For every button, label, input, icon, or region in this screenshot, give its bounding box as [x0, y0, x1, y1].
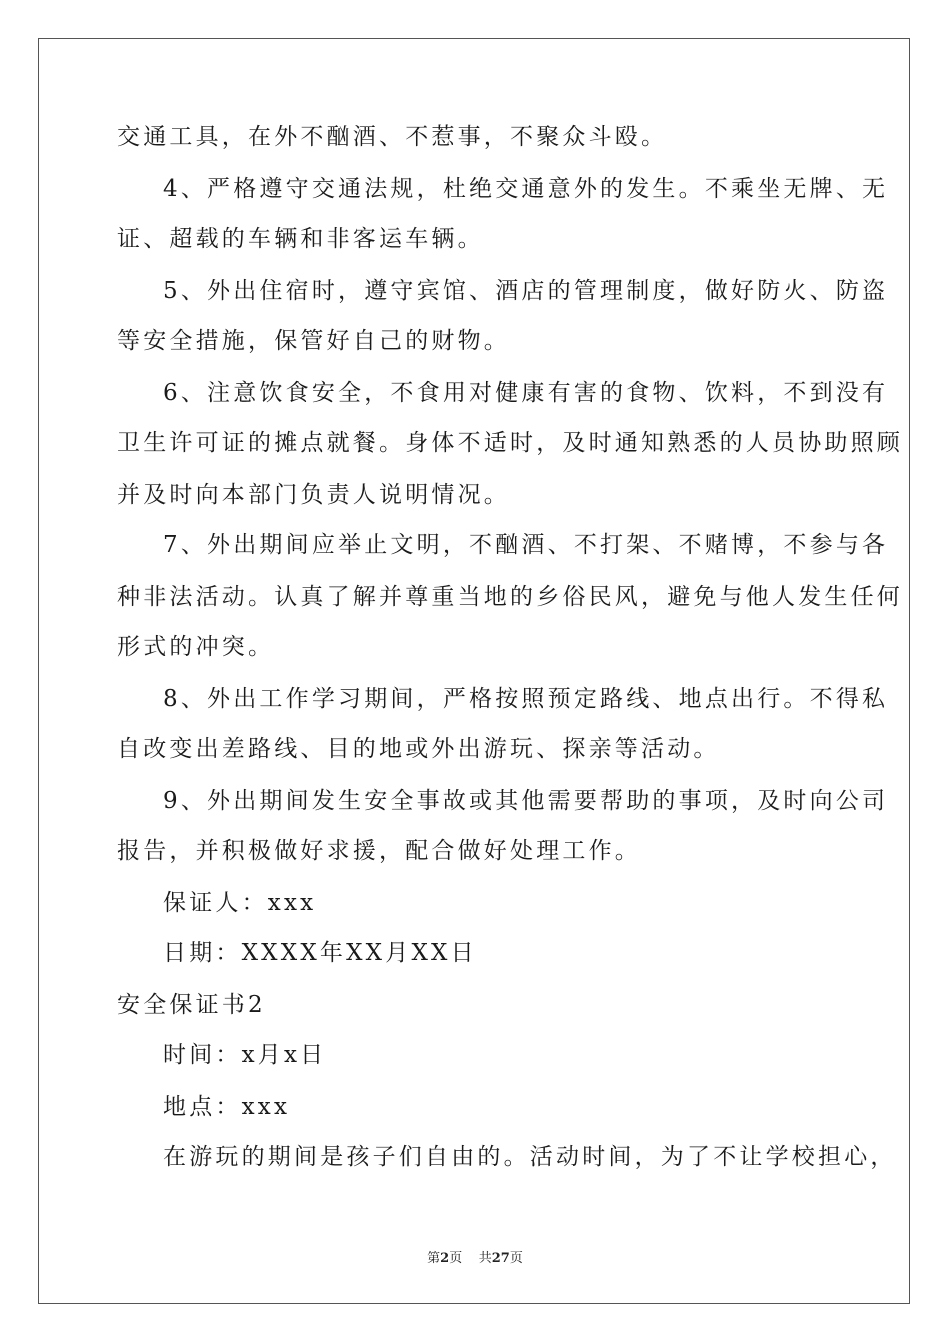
- total-prefix: 共: [478, 1251, 492, 1266]
- text-line: 形式的冲突。: [117, 634, 275, 660]
- total-suffix: 页: [509, 1251, 523, 1266]
- list-item-5: 5、外出住宿时，遵守宾馆、酒店的管理制度，做好防火、防盗: [163, 278, 889, 304]
- text-line: 报告，并积极做好求援，配合做好处理工作。: [117, 838, 641, 864]
- list-item-9: 9、外出期间发生安全事故或其他需要帮助的事项，及时向公司: [163, 788, 889, 814]
- page-number: 2: [440, 1251, 450, 1266]
- date-line: 日期：XXXX年XX月XX日: [163, 940, 477, 966]
- list-item-8: 8、外出工作学习期间，严格按照预定路线、地点出行。不得私: [163, 686, 889, 712]
- page-suffix: 页: [449, 1251, 463, 1266]
- text-line: 证、超载的车辆和非客运车辆。: [117, 226, 484, 252]
- guarantor-line: 保证人：xxx: [163, 890, 317, 916]
- section-title: 安全保证书2: [117, 992, 266, 1018]
- text-line: 种非法活动。认真了解并尊重当地的乡俗民风，避免与他人发生任何: [117, 584, 903, 610]
- page-footer: [0, 1247, 950, 1266]
- location-line: 地点：xxx: [163, 1094, 291, 1120]
- time-line: 时间：x月x日: [163, 1042, 327, 1068]
- text-line: 在游玩的期间是孩子们自由的。活动时间，为了不让学校担心，: [163, 1144, 897, 1170]
- list-item-4: 4、严格遵守交通法规，杜绝交通意外的发生。不乘坐无牌、无: [163, 176, 889, 202]
- text-line: 卫生许可证的摊点就餐。身体不适时，及时通知熟悉的人员协助照顾: [117, 430, 903, 456]
- text-line: 并及时向本部门负责人说明情况。: [117, 482, 510, 508]
- page-prefix: 第: [427, 1251, 441, 1266]
- text-line: 自改变出差路线、目的地或外出游玩、探亲等活动。: [117, 736, 720, 762]
- list-item-7: 7、外出期间应举止文明，不酗酒、不打架、不赌博，不参与各: [163, 532, 889, 558]
- text-line: 交通工具，在外不酗酒、不惹事，不聚众斗殴。: [117, 124, 668, 150]
- total-pages: 27: [491, 1251, 510, 1266]
- text-line: 等安全措施，保管好自己的财物。: [117, 328, 510, 354]
- list-item-6: 6、注意饮食安全，不食用对健康有害的食物、饮料，不到没有: [163, 380, 889, 406]
